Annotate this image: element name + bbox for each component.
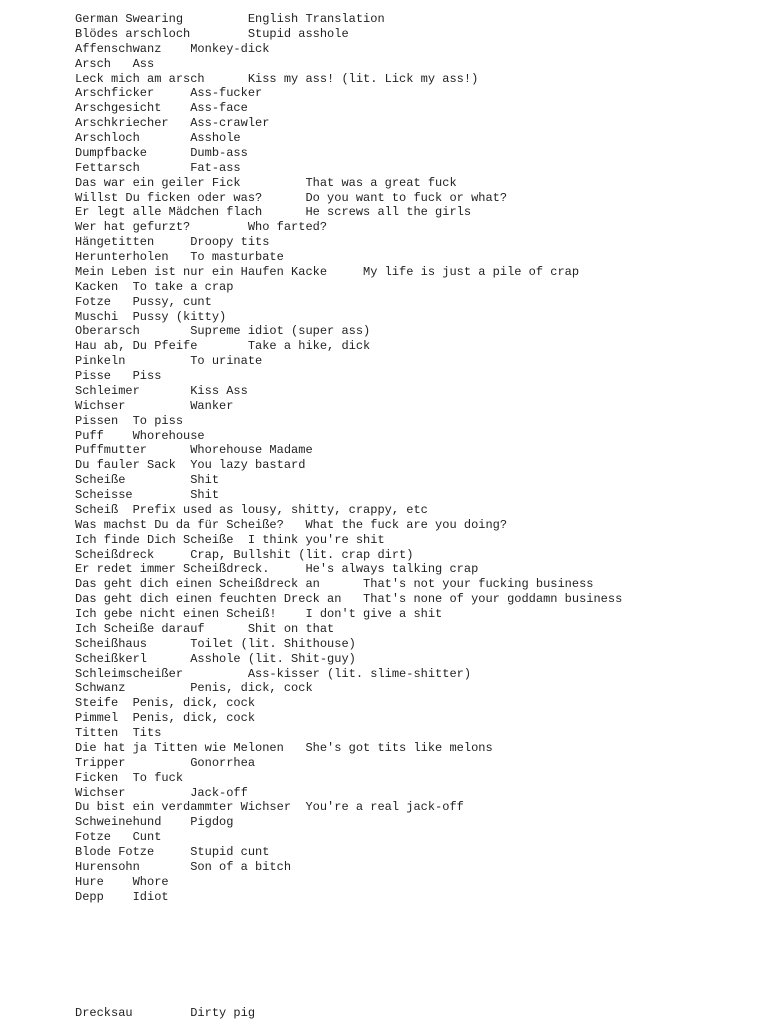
glossary-line: Das geht dich einen Scheißdreck an That's not your fucking business [75,577,594,592]
glossary-line: Arschficker Ass-fucker [75,86,263,101]
glossary-line: Was machst Du da für Scheiße? What the fuck are you doing? [75,517,508,532]
glossary-line: Herunterholen To masturbate [75,250,284,264]
glossary-line: Du fauler Sack You lazy bastard [75,458,306,473]
glossary-line: Ich gebe nicht einen Scheiß! I don't give a shit [75,607,443,621]
glossary-line: Kacken To take a crap [75,279,234,294]
glossary-line: Scheißhaus Toilet (lit. Shithouse) [75,636,356,651]
glossary-line: Scheiß Prefix used as lousy, shitty, crappy, etc [75,502,428,517]
glossary-line: Hau ab, Du Pfeife Take a hike, dick [75,339,371,354]
glossary-line: Pissen To piss [75,413,184,428]
glossary-line: Puff Whorehouse [75,428,205,443]
glossary-line: Fotze Cunt [75,830,162,845]
glossary-line: Das war ein geiler Fick That was a great fuck [75,175,457,190]
glossary-line: Fotze Pussy, cunt [75,294,212,309]
glossary-line: Willst Du ficken oder was? Do you want to fuck or what? [75,190,508,205]
glossary-line: Schweinehund Pigdog [75,815,234,830]
glossary-line: Arschloch Asshole [75,131,241,145]
glossary-line: Wer hat gefurzt? Who farted? [75,220,328,235]
glossary-line: Arschkriecher Ass-crawler [75,116,270,131]
glossary-line: Mein Leben ist nur ein Haufen Kacke My life is just a pile of crap [75,264,580,279]
glossary-line: Hängetitten Droopy tits [75,235,270,250]
glossary-line: Hure Whore [75,874,169,889]
glossary-line: Wichser Wanker [75,398,234,413]
glossary-line: Scheißkerl Asshole (lit. Shit-guy) [75,651,356,666]
glossary-line: Pisse Piss [75,369,162,383]
glossary-line: Scheisse Shit [75,488,220,502]
glossary-line: Scheißdreck Crap, Bullshit (lit. crap dirt) [75,547,414,562]
glossary-line: Puffmutter Whorehouse Madame [75,443,313,458]
glossary-line: Pimmel Penis, dick, cock [75,711,256,726]
glossary-line: Ich Scheiße darauf Shit on that [75,621,335,636]
glossary-text [75,12,622,905]
glossary-line: Arschgesicht Ass-face [75,101,248,116]
glossary-line: Fettarsch Fat-ass [75,160,241,175]
glossary-line: Blode Fotze Stupid cunt [75,845,270,859]
glossary-line: Scheiße Shit [75,473,220,488]
glossary-line: Er redet immer Scheißdreck. He's always talking crap [75,562,479,577]
glossary-line: Hurensohn Son of a bitch [75,859,292,874]
glossary-line: Schleimscheißer Ass-kisser (lit. slime-shitter) [75,666,472,681]
glossary-line: Ich finde Dich Scheiße I think you're shit [75,532,385,547]
glossary-line: German Swearing English Translation [75,12,385,26]
glossary-line: Schwanz Penis, dick, cock [75,681,313,696]
glossary-line: Dumpfbacke Dumb-ass [75,145,248,160]
glossary-line: Muschi Pussy (kitty) [75,309,227,324]
glossary-line: Er legt alle Mädchen flach He screws all the girls [75,205,472,220]
glossary-last-line: Drecksau Dirty pig [75,1006,256,1020]
glossary-line: Wichser Jack-off [75,785,248,800]
glossary-line: Ficken To fuck [75,770,184,785]
glossary-line: Schleimer Kiss Ass [75,383,248,398]
glossary-line: Affenschwanz Monkey-dick [75,41,270,56]
glossary-line: Steife Penis, dick, cock [75,696,256,711]
glossary-line: Blödes arschloch Stupid asshole [75,26,349,41]
glossary-line: Die hat ja Titten wie Melonen She's got tits like melons [75,740,493,755]
glossary-line: Tripper Gonorrhea [75,755,256,770]
glossary-line: Arsch Ass [75,56,155,71]
glossary-line: Pinkeln To urinate [75,354,263,369]
glossary-line: Du bist ein verdammter Wichser You're a real jack-off [75,800,464,815]
glossary-line: Depp Idiot [75,889,169,904]
glossary-line: Das geht dich einen feuchten Dreck an That's none of your goddamn business [75,592,623,607]
glossary-line: Leck mich am arsch Kiss my ass! (lit. Lick my ass!) [75,71,479,86]
glossary-line: Titten Tits [75,726,162,740]
glossary-line: Oberarsch Supreme idiot (super ass) [75,324,371,339]
